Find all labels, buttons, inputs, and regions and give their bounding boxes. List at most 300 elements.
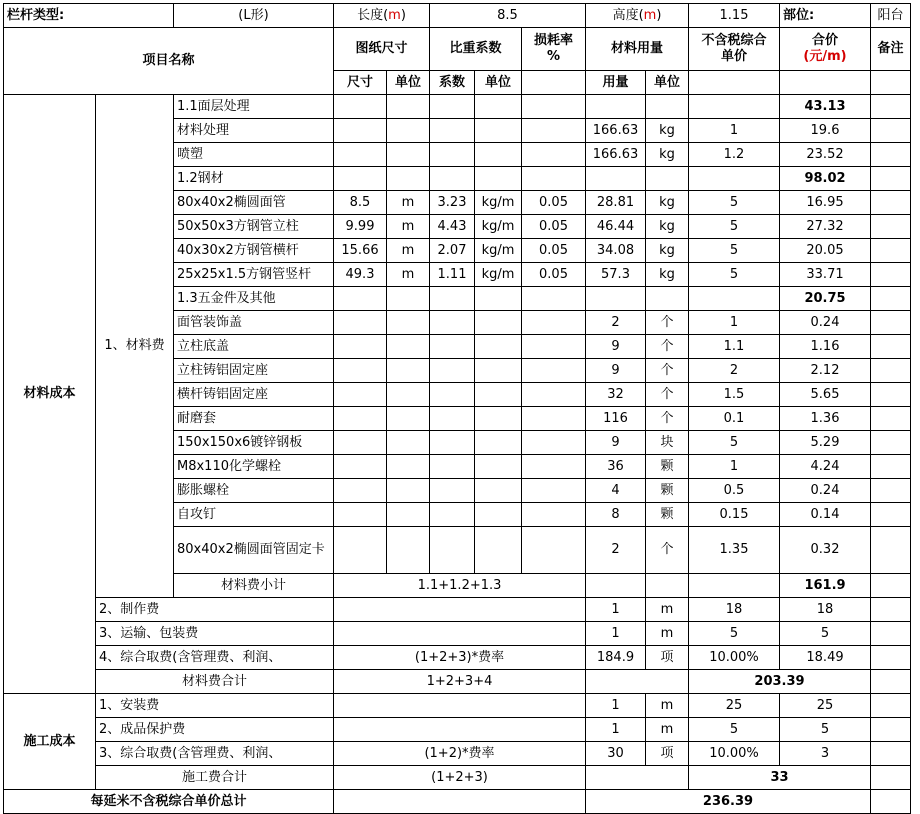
- material-coef: [430, 335, 475, 359]
- material-remarks: [871, 407, 911, 431]
- material-qty: 4: [586, 479, 646, 503]
- material-qty: 46.44: [586, 215, 646, 239]
- material-coef-unit: [475, 143, 522, 167]
- material-qty-unit: kg: [646, 143, 689, 167]
- material-coef-unit: kg/m: [475, 263, 522, 287]
- construction-total-label: 施工费合计: [96, 766, 334, 790]
- grand-total-empty: [334, 790, 586, 814]
- material-total-value: 203.39: [689, 670, 871, 694]
- material-qty: [586, 287, 646, 311]
- material-loss: [522, 431, 586, 455]
- material-coef-unit: [475, 455, 522, 479]
- material-size-unit: [387, 503, 430, 527]
- material-coef: 2.07: [430, 239, 475, 263]
- material-qty-unit: 个: [646, 311, 689, 335]
- material-qty-unit: kg: [646, 239, 689, 263]
- material-total: 0.24: [780, 311, 871, 335]
- material-loss: [522, 407, 586, 431]
- construction-price: 5: [689, 718, 780, 742]
- cost-table: [3, 3, 911, 814]
- material-size-unit: [387, 335, 430, 359]
- material-coef-unit: [475, 167, 522, 191]
- material-coef: [430, 455, 475, 479]
- subheader-price-empty: [689, 71, 780, 95]
- material-price: [689, 287, 780, 311]
- material-loss: 0.05: [522, 191, 586, 215]
- other-material-qty: 1: [586, 622, 646, 646]
- material-total: 0.14: [780, 503, 871, 527]
- material-loss: [522, 167, 586, 191]
- material-size: [334, 119, 387, 143]
- header-density: 比重系数: [430, 28, 522, 71]
- material-size: [334, 503, 387, 527]
- material-name: 耐磨套: [174, 407, 334, 431]
- construction-qty: 1: [586, 718, 646, 742]
- other-material-total: 18.49: [780, 646, 871, 670]
- material-qty: [586, 95, 646, 119]
- construction-remarks: [871, 694, 911, 718]
- group-material-cost: 材料成本: [4, 95, 96, 694]
- material-size: [334, 311, 387, 335]
- material-size: [334, 167, 387, 191]
- material-coef: [430, 287, 475, 311]
- material-size: [334, 383, 387, 407]
- material-size: [334, 287, 387, 311]
- material-size-unit: [387, 527, 430, 574]
- material-loss: 0.05: [522, 263, 586, 287]
- material-size-unit: [387, 479, 430, 503]
- material-qty-unit: 个: [646, 359, 689, 383]
- material-qty-unit: 块: [646, 431, 689, 455]
- material-total-row: [4, 670, 911, 694]
- material-size-unit: [387, 431, 430, 455]
- other-material-name: 3、运输、包装费: [96, 622, 334, 646]
- construction-qty-unit: 项: [646, 742, 689, 766]
- material-total: 20.05: [780, 239, 871, 263]
- material-name: 自攻钉: [174, 503, 334, 527]
- material-name: 50x50x3方钢管立柱: [174, 215, 334, 239]
- type-label: 栏杆类型:: [4, 4, 174, 28]
- subheader-coef: 系数: [430, 71, 475, 95]
- material-coef: 1.11: [430, 263, 475, 287]
- material-size-unit: [387, 287, 430, 311]
- material-qty: 116: [586, 407, 646, 431]
- material-size: [334, 479, 387, 503]
- material-price: 1.2: [689, 143, 780, 167]
- material-qty: 9: [586, 335, 646, 359]
- material-total: 1.16: [780, 335, 871, 359]
- material-coef: [430, 527, 475, 574]
- material-price: 2: [689, 359, 780, 383]
- material-price: 1: [689, 311, 780, 335]
- material-loss: [522, 287, 586, 311]
- subheader-loss-empty: [522, 71, 586, 95]
- other-material-remarks: [871, 598, 911, 622]
- material-name: 立柱底盖: [174, 335, 334, 359]
- construction-total-value: 33: [689, 766, 871, 790]
- subheader-qty: 用量: [586, 71, 646, 95]
- construction-formula: [334, 718, 586, 742]
- material-loss: [522, 527, 586, 574]
- subtotal-total: 161.9: [780, 574, 871, 598]
- material-remarks: [871, 503, 911, 527]
- material-remarks: [871, 119, 911, 143]
- type-value: (L形): [174, 4, 334, 28]
- material-total: 20.75: [780, 287, 871, 311]
- grand-total-label: 每延米不含税综合单价总计: [4, 790, 334, 814]
- header-row: [4, 28, 911, 71]
- material-remarks: [871, 359, 911, 383]
- construction-total-row: [4, 766, 911, 790]
- construction-price: 10.00%: [689, 742, 780, 766]
- material-coef: 4.43: [430, 215, 475, 239]
- material-coef: [430, 119, 475, 143]
- location-label: 部位:: [780, 4, 871, 28]
- material-coef-unit: kg/m: [475, 191, 522, 215]
- material-total: 19.6: [780, 119, 871, 143]
- subheader-remarks-empty: [871, 71, 911, 95]
- subtotal-price: [689, 574, 780, 598]
- material-coef: [430, 479, 475, 503]
- length-label: 长度(m): [334, 4, 430, 28]
- material-coef: [430, 167, 475, 191]
- material-total: 2.12: [780, 359, 871, 383]
- construction-row: [4, 694, 911, 718]
- material-total: 27.32: [780, 215, 871, 239]
- material-loss: [522, 359, 586, 383]
- material-coef: [430, 407, 475, 431]
- material-remarks: [871, 215, 911, 239]
- construction-price: 25: [689, 694, 780, 718]
- material-total: 1.36: [780, 407, 871, 431]
- material-qty: 9: [586, 431, 646, 455]
- material-remarks: [871, 287, 911, 311]
- material-coef: [430, 503, 475, 527]
- material-coef: [430, 431, 475, 455]
- material-loss: [522, 119, 586, 143]
- material-size: [334, 359, 387, 383]
- material-loss: [522, 455, 586, 479]
- material-size-unit: [387, 311, 430, 335]
- material-qty: 166.63: [586, 143, 646, 167]
- other-material-qty: 1: [586, 598, 646, 622]
- group-material-fee: 1、材料费: [96, 95, 174, 598]
- header-item-name: 项目名称: [4, 28, 334, 95]
- material-total: 43.13: [780, 95, 871, 119]
- group-construction-cost: 施工成本: [4, 694, 96, 790]
- material-qty-unit: kg: [646, 119, 689, 143]
- material-qty-unit: 个: [646, 527, 689, 574]
- other-material-qty: 184.9: [586, 646, 646, 670]
- material-price: 5: [689, 215, 780, 239]
- grand-total-value: 236.39: [586, 790, 871, 814]
- material-qty-unit: [646, 95, 689, 119]
- header-remarks: 备注: [871, 28, 911, 71]
- other-material-total: 18: [780, 598, 871, 622]
- material-name: 80x40x2椭圆面管: [174, 191, 334, 215]
- construction-formula: (1+2)*费率: [334, 742, 586, 766]
- construction-total-formula: (1+2+3): [334, 766, 586, 790]
- material-qty-unit: 个: [646, 407, 689, 431]
- other-material-qty-unit: m: [646, 622, 689, 646]
- material-price: 0.1: [689, 407, 780, 431]
- material-qty: 34.08: [586, 239, 646, 263]
- other-material-qty-unit: m: [646, 598, 689, 622]
- material-name: 25x25x1.5方钢管竖杆: [174, 263, 334, 287]
- material-total: 4.24: [780, 455, 871, 479]
- material-coef-unit: [475, 431, 522, 455]
- material-size-unit: [387, 383, 430, 407]
- material-total: 0.24: [780, 479, 871, 503]
- material-coef-unit: [475, 311, 522, 335]
- material-name: 喷塑: [174, 143, 334, 167]
- material-size: [334, 407, 387, 431]
- material-total: 16.95: [780, 191, 871, 215]
- material-loss: [522, 503, 586, 527]
- header-total: 合价 (元/m): [780, 28, 871, 71]
- material-total-remarks: [871, 670, 911, 694]
- material-total: 5.65: [780, 383, 871, 407]
- subtotal-label: 材料费小计: [174, 574, 334, 598]
- construction-total: 5: [780, 718, 871, 742]
- material-coef: [430, 311, 475, 335]
- material-name: M8x110化学螺栓: [174, 455, 334, 479]
- construction-qty-unit: m: [646, 718, 689, 742]
- material-qty: 2: [586, 527, 646, 574]
- other-material-qty-unit: 项: [646, 646, 689, 670]
- material-size: [334, 431, 387, 455]
- other-material-price: 18: [689, 598, 780, 622]
- material-coef-unit: [475, 335, 522, 359]
- material-price: [689, 167, 780, 191]
- material-size: [334, 95, 387, 119]
- material-size: [334, 143, 387, 167]
- material-price: [689, 95, 780, 119]
- material-price: 5: [689, 191, 780, 215]
- length-value: 8.5: [430, 4, 586, 28]
- material-size: [334, 335, 387, 359]
- material-price: 0.5: [689, 479, 780, 503]
- location-value: 阳台: [871, 4, 911, 28]
- material-qty: 2: [586, 311, 646, 335]
- material-qty: 32: [586, 383, 646, 407]
- construction-total: 3: [780, 742, 871, 766]
- material-coef-unit: [475, 479, 522, 503]
- grand-total-remarks: [871, 790, 911, 814]
- material-coef-unit: [475, 359, 522, 383]
- subtotal-qty: [586, 574, 646, 598]
- other-material-price: 10.00%: [689, 646, 780, 670]
- subheader-size-unit: 单位: [387, 71, 430, 95]
- material-coef-unit: [475, 503, 522, 527]
- other-material-formula: [334, 622, 586, 646]
- material-coef: [430, 359, 475, 383]
- material-name: 80x40x2椭圆面管固定卡: [174, 527, 334, 574]
- material-name: 横杆铸铝固定座: [174, 383, 334, 407]
- material-total-formula: 1+2+3+4: [334, 670, 586, 694]
- other-material-formula: (1+2+3)*费率: [334, 646, 586, 670]
- construction-row: [4, 718, 911, 742]
- material-coef-unit: [475, 383, 522, 407]
- subheader-coef-unit: 单位: [475, 71, 522, 95]
- material-size-unit: m: [387, 239, 430, 263]
- subheader-qty-unit: 单位: [646, 71, 689, 95]
- grand-total-row: [4, 790, 911, 814]
- material-qty-unit: kg: [646, 191, 689, 215]
- material-remarks: [871, 335, 911, 359]
- material-coef-unit: [475, 527, 522, 574]
- material-loss: [522, 311, 586, 335]
- material-coef-unit: [475, 95, 522, 119]
- material-coef-unit: [475, 407, 522, 431]
- material-total-label: 材料费合计: [96, 670, 334, 694]
- material-price: 5: [689, 263, 780, 287]
- material-size-unit: [387, 455, 430, 479]
- material-name: 膨胀螺栓: [174, 479, 334, 503]
- height-label: 高度(m): [586, 4, 689, 28]
- height-value: 1.15: [689, 4, 780, 28]
- height-unit: m: [643, 7, 657, 23]
- material-qty-unit: kg: [646, 263, 689, 287]
- material-remarks: [871, 143, 911, 167]
- material-qty: 9: [586, 359, 646, 383]
- material-loss: [522, 143, 586, 167]
- material-size: 49.3: [334, 263, 387, 287]
- material-remarks: [871, 311, 911, 335]
- material-size-unit: [387, 167, 430, 191]
- material-qty: 8: [586, 503, 646, 527]
- subheader-total-empty: [780, 71, 871, 95]
- other-material-row: [4, 598, 911, 622]
- other-material-remarks: [871, 622, 911, 646]
- header-unit-price: 不含税综合 单价: [689, 28, 780, 71]
- construction-total: 25: [780, 694, 871, 718]
- construction-qty: 30: [586, 742, 646, 766]
- other-material-name: 2、制作费: [96, 598, 334, 622]
- material-qty: 36: [586, 455, 646, 479]
- material-size: 9.99: [334, 215, 387, 239]
- material-remarks: [871, 263, 911, 287]
- material-name: 材料处理: [174, 119, 334, 143]
- other-material-row: [4, 622, 911, 646]
- construction-total-empty: [586, 766, 689, 790]
- meta-row: [4, 4, 911, 28]
- material-coef: [430, 383, 475, 407]
- material-total: 0.32: [780, 527, 871, 574]
- material-coef-unit: [475, 287, 522, 311]
- material-price: 1.5: [689, 383, 780, 407]
- material-qty-unit: kg: [646, 215, 689, 239]
- material-remarks: [871, 431, 911, 455]
- material-total: 33.71: [780, 263, 871, 287]
- material-loss: [522, 383, 586, 407]
- material-qty: [586, 167, 646, 191]
- material-qty-unit: 颗: [646, 503, 689, 527]
- other-material-formula: [334, 598, 586, 622]
- material-size: 8.5: [334, 191, 387, 215]
- other-material-remarks: [871, 646, 911, 670]
- material-coef-unit: kg/m: [475, 239, 522, 263]
- material-qty-unit: [646, 167, 689, 191]
- other-material-name: 4、综合取费(含管理费、利润、: [96, 646, 334, 670]
- material-price: 1.1: [689, 335, 780, 359]
- material-size-unit: [387, 407, 430, 431]
- material-qty-unit: [646, 287, 689, 311]
- subtotal-qty-unit: [646, 574, 689, 598]
- material-size-unit: m: [387, 263, 430, 287]
- material-name: 40x30x2方钢管横杆: [174, 239, 334, 263]
- subtotal-remarks: [871, 574, 911, 598]
- material-remarks: [871, 479, 911, 503]
- construction-name: 3、综合取费(含管理费、利润、: [96, 742, 334, 766]
- material-remarks: [871, 239, 911, 263]
- other-material-row: [4, 646, 911, 670]
- material-price: 0.15: [689, 503, 780, 527]
- construction-qty: 1: [586, 694, 646, 718]
- material-coef-unit: kg/m: [475, 215, 522, 239]
- material-remarks: [871, 383, 911, 407]
- material-size: [334, 527, 387, 574]
- material-total: 98.02: [780, 167, 871, 191]
- construction-name: 1、安装费: [96, 694, 334, 718]
- material-qty-unit: 颗: [646, 455, 689, 479]
- construction-remarks: [871, 718, 911, 742]
- construction-qty-unit: m: [646, 694, 689, 718]
- material-remarks: [871, 95, 911, 119]
- material-remarks: [871, 191, 911, 215]
- material-qty: 57.3: [586, 263, 646, 287]
- material-remarks: [871, 527, 911, 574]
- material-coef: [430, 95, 475, 119]
- construction-remarks: [871, 742, 911, 766]
- header-loss-rate: 损耗率 %: [522, 28, 586, 71]
- material-price: 5: [689, 239, 780, 263]
- material-loss: [522, 335, 586, 359]
- material-coef-unit: [475, 119, 522, 143]
- material-remarks: [871, 167, 911, 191]
- material-size-unit: m: [387, 215, 430, 239]
- material-size-unit: [387, 119, 430, 143]
- material-name: 面管装饰盖: [174, 311, 334, 335]
- material-qty-unit: 个: [646, 335, 689, 359]
- material-coef: 3.23: [430, 191, 475, 215]
- material-price: 1: [689, 455, 780, 479]
- construction-total-remarks: [871, 766, 911, 790]
- material-size-unit: [387, 143, 430, 167]
- material-name: 1.3五金件及其他: [174, 287, 334, 311]
- material-loss: [522, 95, 586, 119]
- material-qty-unit: 个: [646, 383, 689, 407]
- material-size: 15.66: [334, 239, 387, 263]
- material-size-unit: [387, 95, 430, 119]
- material-name: 1.2钢材: [174, 167, 334, 191]
- material-total: 5.29: [780, 431, 871, 455]
- material-name: 150x150x6镀锌钢板: [174, 431, 334, 455]
- material-total-empty: [586, 670, 689, 694]
- material-qty-unit: 颗: [646, 479, 689, 503]
- other-material-total: 5: [780, 622, 871, 646]
- material-row: [4, 95, 911, 119]
- material-loss: [522, 479, 586, 503]
- other-material-price: 5: [689, 622, 780, 646]
- material-coef: [430, 143, 475, 167]
- construction-row: [4, 742, 911, 766]
- header-drawing-size: 图纸尺寸: [334, 28, 430, 71]
- length-unit: m: [388, 7, 401, 23]
- subheader-size: 尺寸: [334, 71, 387, 95]
- material-total: 23.52: [780, 143, 871, 167]
- material-size-unit: [387, 359, 430, 383]
